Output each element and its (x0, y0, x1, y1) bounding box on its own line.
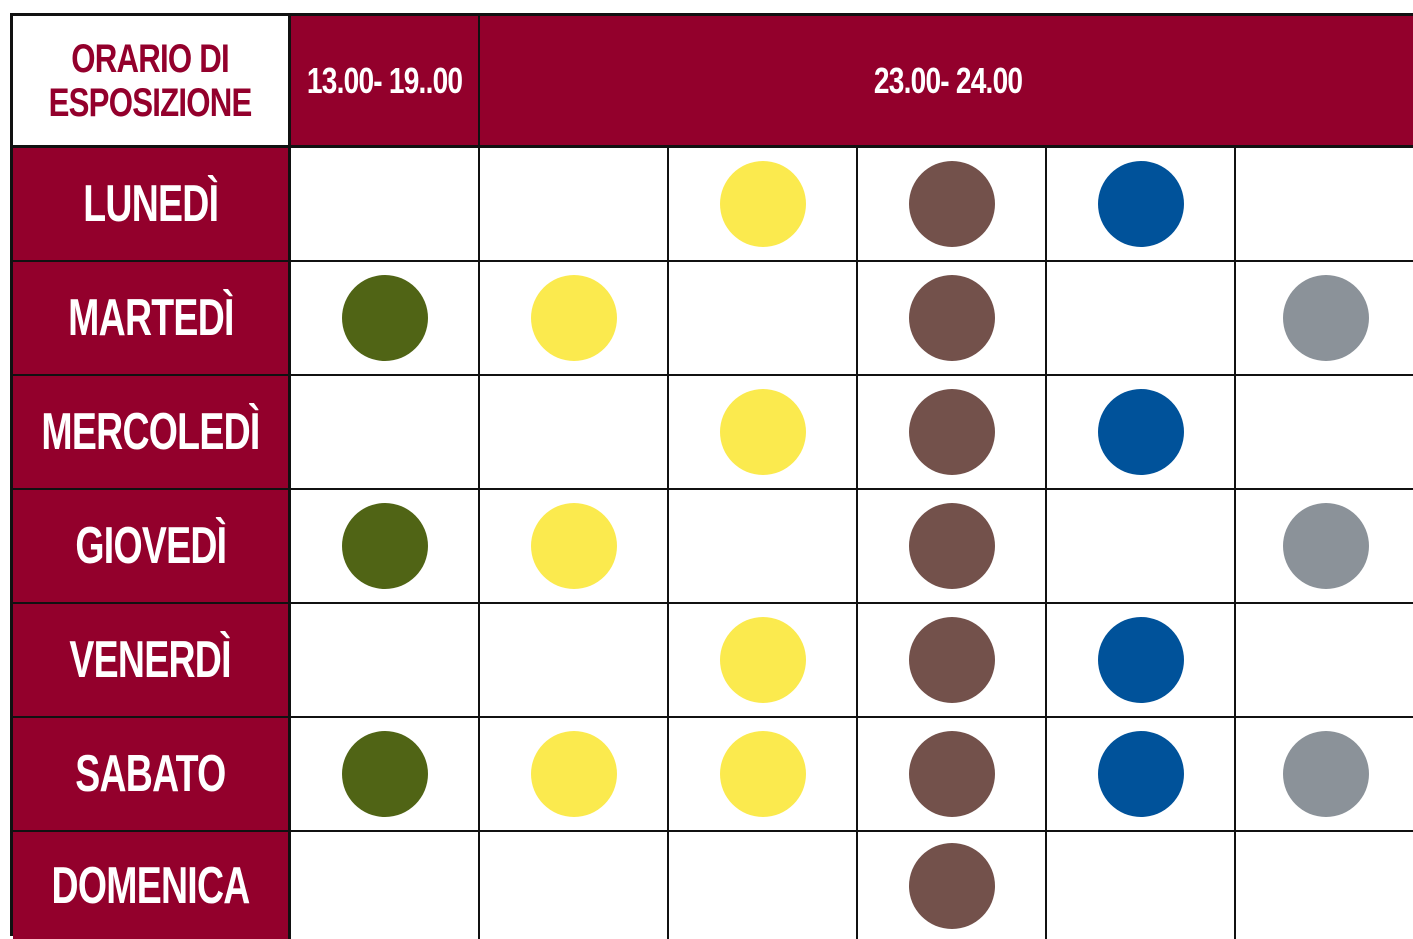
schedule-cell (291, 148, 480, 262)
blue-dot-icon (1098, 617, 1184, 703)
schedule-cell (669, 262, 858, 376)
day-label: MARTEDÌ (67, 289, 234, 347)
schedule-cell (858, 376, 1047, 490)
schedule-cell (669, 832, 858, 939)
day-label: VENERDÌ (69, 631, 232, 689)
day-label-cell (13, 376, 291, 490)
schedule-cell (1047, 718, 1236, 832)
day-label-cell (13, 832, 291, 939)
schedule-cell (669, 490, 858, 604)
schedule-cell (291, 832, 480, 939)
schedule-cell (291, 718, 480, 832)
brown-dot-icon (909, 275, 995, 361)
schedule-cell (669, 718, 858, 832)
day-label: SABATO (75, 745, 226, 803)
schedule-cell (1236, 832, 1413, 939)
schedule-cell (480, 604, 669, 718)
day-label-cell (13, 490, 291, 604)
day-label-cell (13, 718, 291, 832)
schedule-cell (669, 604, 858, 718)
brown-dot-icon (909, 843, 995, 929)
schedule-table (10, 13, 1413, 936)
schedule-cell (858, 262, 1047, 376)
brown-dot-icon (909, 617, 995, 703)
schedule-cell (291, 490, 480, 604)
schedule-cell (480, 148, 669, 262)
schedule-cell (1236, 604, 1413, 718)
day-label: GIOVEDÌ (75, 517, 226, 575)
schedule-cell (858, 718, 1047, 832)
time-slot-label-2: 23.00- 24.00 (873, 59, 1023, 101)
schedule-cell (480, 490, 669, 604)
schedule-title (13, 16, 291, 148)
schedule-cell (291, 262, 480, 376)
yellow-dot-icon (720, 617, 806, 703)
schedule-cell (1236, 490, 1413, 604)
schedule-cell (291, 604, 480, 718)
green-dot-icon (342, 731, 428, 817)
blue-dot-icon (1098, 731, 1184, 817)
schedule-cell (1047, 832, 1236, 939)
schedule-cell (1236, 718, 1413, 832)
blue-dot-icon (1098, 161, 1184, 247)
brown-dot-icon (909, 503, 995, 589)
yellow-dot-icon (531, 503, 617, 589)
yellow-dot-icon (720, 389, 806, 475)
yellow-dot-icon (531, 275, 617, 361)
day-label: DOMENICA (51, 856, 250, 915)
gray-dot-icon (1283, 275, 1369, 361)
day-label: MERCOLEDÌ (41, 403, 260, 461)
schedule-cell (669, 148, 858, 262)
yellow-dot-icon (531, 731, 617, 817)
blue-dot-icon (1098, 389, 1184, 475)
schedule-cell (1047, 490, 1236, 604)
schedule-cell (858, 148, 1047, 262)
schedule-cell (858, 490, 1047, 604)
green-dot-icon (342, 275, 428, 361)
schedule-cell (291, 376, 480, 490)
schedule-cell (858, 604, 1047, 718)
schedule-cell (480, 262, 669, 376)
gray-dot-icon (1283, 503, 1369, 589)
time-slot-label-1: 13.00- 19..00 (306, 59, 463, 101)
schedule-cell (1047, 376, 1236, 490)
green-dot-icon (342, 503, 428, 589)
schedule-cell (669, 376, 858, 490)
yellow-dot-icon (720, 731, 806, 817)
schedule-cell (1047, 604, 1236, 718)
day-label-cell (13, 262, 291, 376)
time-slot-header-2 (480, 16, 1413, 148)
schedule-cell (1236, 148, 1413, 262)
schedule-title-line2: ESPOSIZIONE (49, 80, 252, 125)
schedule-cell (480, 832, 669, 939)
schedule-cell (480, 376, 669, 490)
schedule-cell (858, 832, 1047, 939)
gray-dot-icon (1283, 731, 1369, 817)
schedule-cell (1047, 262, 1236, 376)
schedule-cell (1236, 376, 1413, 490)
schedule-cell (1236, 262, 1413, 376)
brown-dot-icon (909, 731, 995, 817)
brown-dot-icon (909, 389, 995, 475)
day-label-cell (13, 148, 291, 262)
brown-dot-icon (909, 161, 995, 247)
day-label-cell (13, 604, 291, 718)
schedule-cell (480, 718, 669, 832)
schedule-title-line1: ORARIO DI (71, 36, 230, 81)
time-slot-header-1 (291, 16, 480, 148)
day-label: LUNEDÌ (82, 175, 219, 233)
schedule-cell (1047, 148, 1236, 262)
yellow-dot-icon (720, 161, 806, 247)
